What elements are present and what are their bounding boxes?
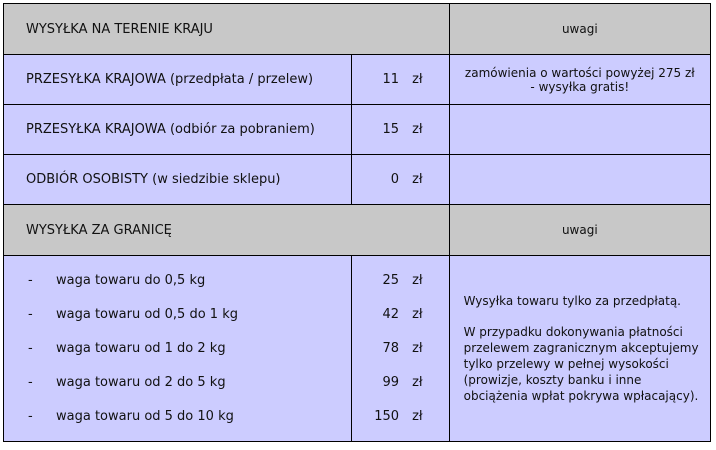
- dash: -: [28, 273, 33, 288]
- list-item: [352, 332, 448, 366]
- note-paragraph: Wysyłka towaru tylko za przedpłatą.: [463, 294, 681, 308]
- price-currency: zł: [412, 409, 423, 424]
- weight-label: waga towaru od 5 do 10 kg: [56, 409, 234, 424]
- price-amount: 99: [382, 375, 400, 390]
- price-amount: 15: [382, 122, 400, 137]
- price-currency: zł: [412, 273, 423, 288]
- weights-list: [26, 264, 351, 434]
- row-label: PRZESYŁKA KRAJOWA (przedpłata / przelew): [4, 55, 352, 105]
- weights-row: [4, 256, 711, 442]
- list-item: [26, 366, 351, 400]
- domestic-notes-header: uwagi: [449, 4, 710, 55]
- price-currency: zł: [412, 122, 423, 137]
- row-label: ODBIÓR OSOBISTY (w siedzibie sklepu): [4, 155, 352, 205]
- price-amount: 11: [382, 72, 400, 87]
- dash: -: [28, 409, 33, 424]
- price-currency: zł: [412, 375, 423, 390]
- price-amount: 150: [374, 409, 400, 424]
- price-amount: 78: [382, 341, 400, 356]
- price-amount: 0: [390, 172, 400, 187]
- weight-label: waga towaru od 1 do 2 kg: [56, 341, 226, 356]
- international-header-row: [4, 205, 711, 256]
- weights-prices: [352, 264, 448, 434]
- row-price: [352, 155, 449, 205]
- price-currency: zł: [412, 72, 423, 87]
- row-price: [352, 105, 449, 155]
- note-paragraph: W przypadku dokonywania płatności przelewem zagranicznym akceptujemy tylko przelewy w pełnej wysokości (prowizje, koszty banku i inne obciążenia wpłat pokrywa wpłacający).: [463, 325, 699, 403]
- weight-label: waga towaru do 0,5 kg: [56, 273, 206, 288]
- list-item: [26, 264, 351, 298]
- dash: -: [28, 307, 33, 322]
- international-header: WYSYŁKA ZA GRANICĘ: [4, 205, 450, 256]
- empty-note: [449, 105, 710, 155]
- dash: -: [28, 375, 33, 390]
- empty-note: [449, 155, 710, 205]
- note-line: - wysyłka gratis!: [530, 79, 630, 94]
- list-item: [26, 332, 351, 366]
- list-item: [352, 298, 448, 332]
- row-price: [352, 55, 449, 105]
- price-currency: zł: [412, 172, 423, 187]
- price-amount: 42: [382, 307, 400, 322]
- list-item: [26, 400, 351, 434]
- free-shipping-note: [449, 55, 710, 105]
- list-item: [352, 400, 448, 434]
- price-currency: zł: [412, 341, 423, 356]
- table-row: [4, 55, 711, 105]
- price-currency: zł: [412, 307, 423, 322]
- table-row: [4, 155, 711, 205]
- weight-label: waga towaru od 0,5 do 1 kg: [56, 307, 238, 322]
- price-amount: 25: [382, 273, 400, 288]
- weights-price-cell: [352, 256, 449, 442]
- domestic-header: WYSYŁKA NA TERENIE KRAJU: [4, 4, 450, 55]
- weights-list-cell: [4, 256, 352, 442]
- note-line: zamówienia o wartości powyżej 275 zł: [464, 65, 695, 80]
- table-row: [4, 105, 711, 155]
- dash: -: [28, 341, 33, 356]
- international-note: [449, 256, 710, 442]
- list-item: [352, 264, 448, 298]
- list-item: [26, 298, 351, 332]
- domestic-header-row: [4, 4, 711, 55]
- list-item: [352, 366, 448, 400]
- row-label: PRZESYŁKA KRAJOWA (odbiór za pobraniem): [4, 105, 352, 155]
- shipping-table: [3, 3, 711, 442]
- international-notes-header: uwagi: [449, 205, 710, 256]
- weight-label: waga towaru od 2 do 5 kg: [56, 375, 226, 390]
